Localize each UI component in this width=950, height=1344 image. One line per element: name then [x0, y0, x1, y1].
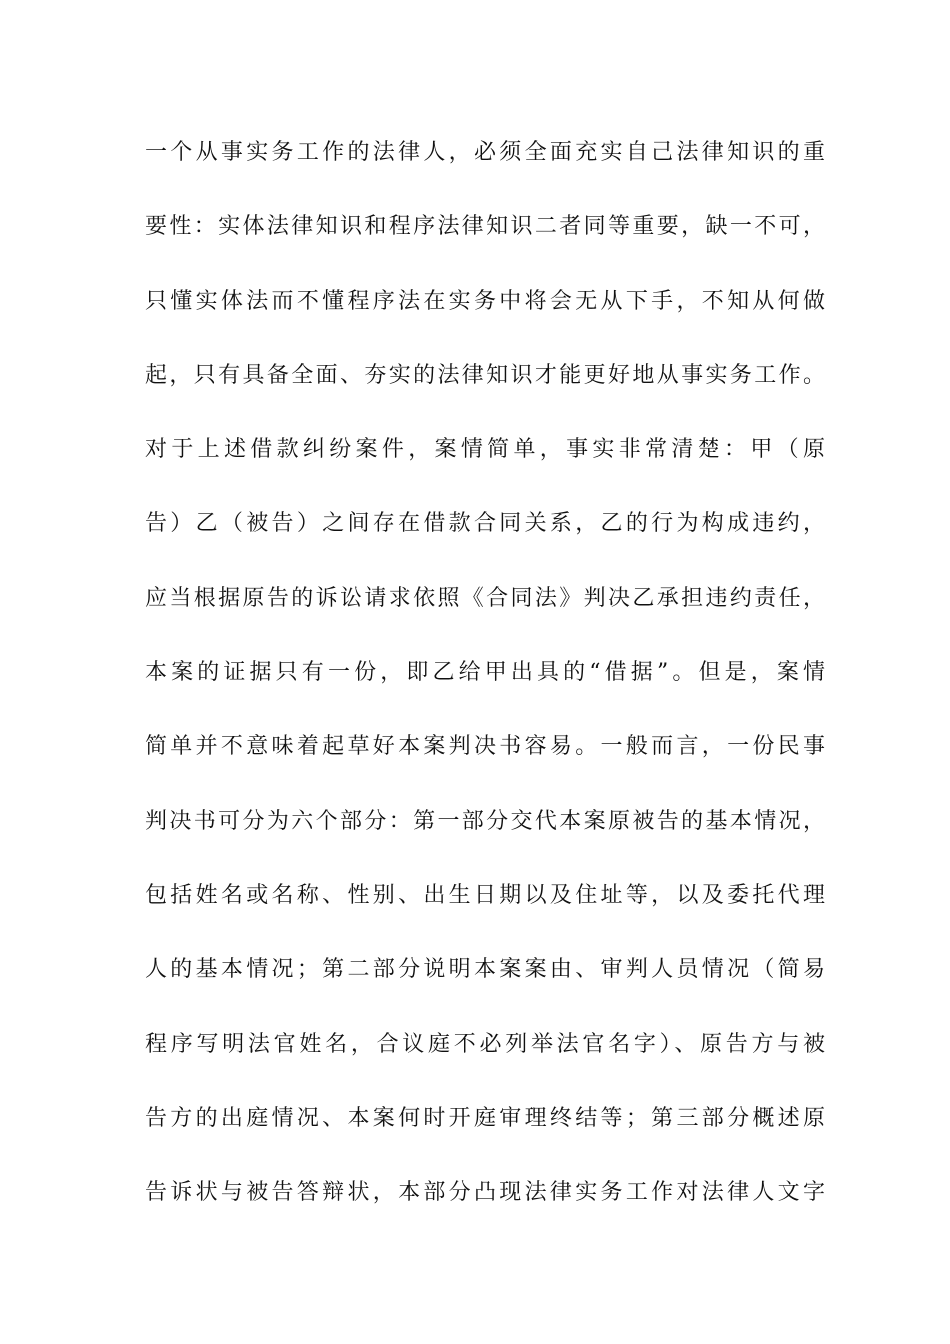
body-text: [145, 130, 825, 1244]
text-line: 一个从事实务工作的法律人，必须全面充实自己法律知识的重: [145, 140, 825, 165]
text-line: 要性：实体法律知识和程序法律知识二者同等重要，缺一不可，: [145, 214, 825, 240]
text-line: 判决书可分为六个部分：第一部分交代本案原被告的基本情况，: [145, 808, 825, 834]
text-line: 人的基本情况；第二部分说明本案案由、审判人员情况（简易: [145, 957, 825, 983]
text-line: 告方的出庭情况、本案何时开庭审理终结等；第三部分概述原: [145, 1105, 825, 1131]
text-line: 简单并不意味着起草好本案判决书容易。一般而言，一份民事: [145, 734, 825, 760]
text-line: 程序写明法官姓名，合议庭不必列举法官名字）、原告方与被: [145, 1031, 825, 1057]
text-line: 起，只有具备全面、夯实的法律知识才能更好地从事实务工作。: [145, 362, 825, 388]
text-line: 只懂实体法而不懂程序法在实务中将会无从下手，不知从何做: [145, 288, 825, 314]
text-line: 包括姓名或名称、性别、出生日期以及住址等，以及委托代理: [145, 882, 825, 908]
text-line: 告）乙（被告）之间存在借款合同关系，乙的行为构成违约，: [145, 511, 825, 537]
text-line: 对于上述借款纠纷案件，案情简单，事实非常清楚：甲（原: [145, 437, 825, 463]
text-line: 本案的证据只有一份，即乙给甲出具的“借据”。但是，案情: [145, 660, 825, 686]
text-line: 应当根据原告的诉讼请求依照《合同法》判决乙承担违约责任，: [145, 585, 825, 611]
text-line: 告诉状与被告答辩状，本部分凸现法律实务工作对法律人文字: [145, 1180, 825, 1206]
